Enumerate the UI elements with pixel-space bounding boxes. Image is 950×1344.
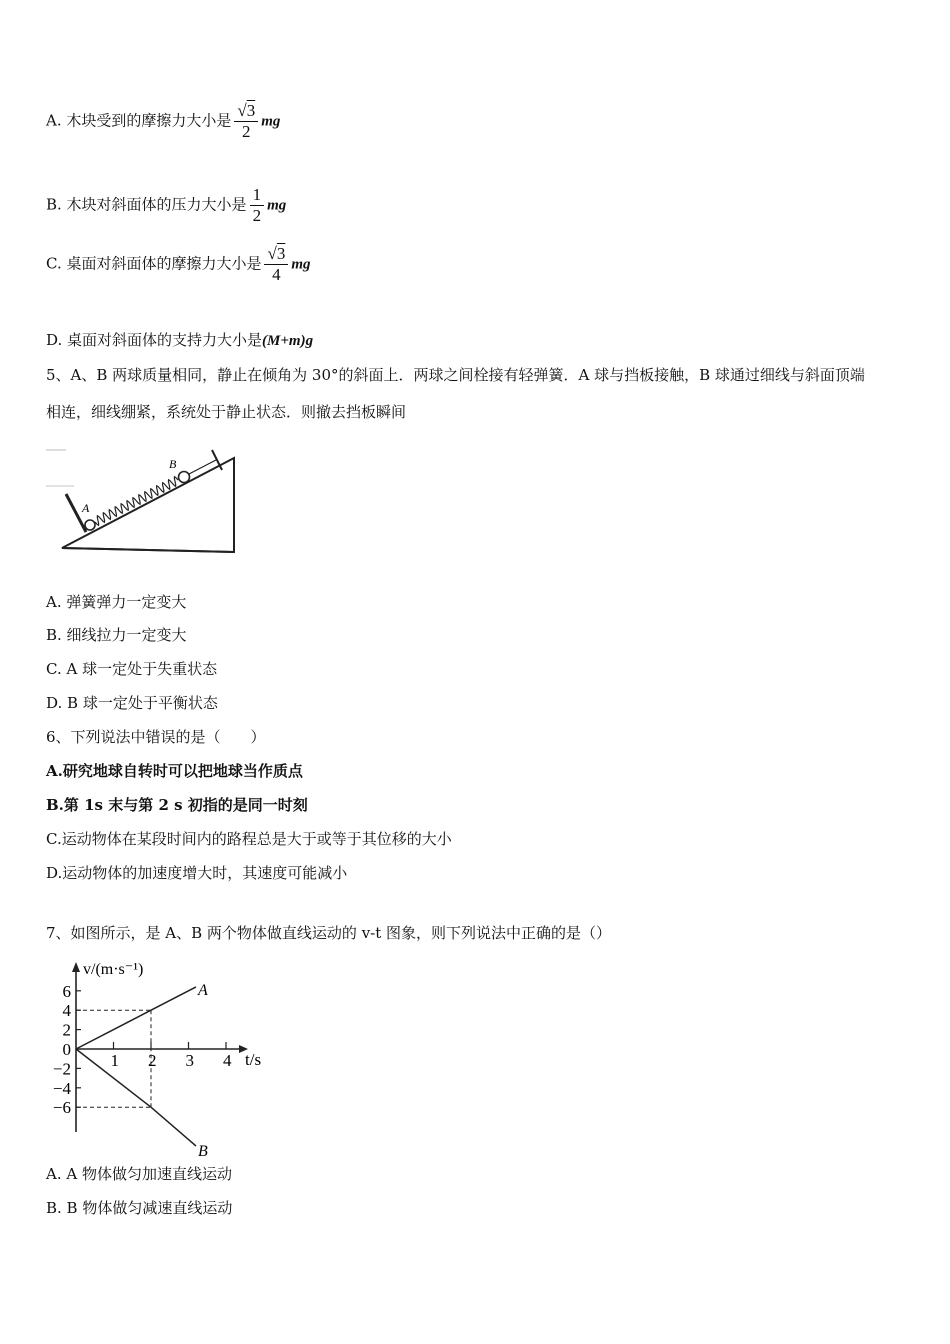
y-tick-label: −2 <box>52 1059 71 1079</box>
y-axis-label: v/(m·s⁻¹) <box>83 961 144 978</box>
series-line-b <box>76 1049 196 1146</box>
q4-option-c-unit: mg <box>291 256 311 273</box>
y-tick-label: 2 <box>62 1020 71 1040</box>
q6-option-d: D.运动物体的加速度增大时，其速度可能减小 <box>46 864 348 882</box>
y-tick-label: 0 <box>62 1040 71 1059</box>
x-tick-label: 1 <box>110 1051 119 1070</box>
q4-option-b <box>46 185 286 226</box>
fraction: $\frac{1}{2}$ <box>250 185 265 226</box>
ball-b <box>179 472 190 483</box>
label-a: A <box>82 501 90 515</box>
q5-option-d: D. B 球一定处于平衡状态 <box>46 694 218 712</box>
q6-option-c: C.运动物体在某段时间内的路程总是大于或等于其位移的大小 <box>46 830 452 848</box>
series-label-a: A <box>198 981 208 999</box>
y-tick-label: 6 <box>62 981 71 1001</box>
fraction: $\frac{√3}{4}$ <box>264 244 288 285</box>
series-label-b: B <box>198 1143 208 1160</box>
x-tick-label: 2 <box>148 1051 157 1070</box>
q5-option-c: C. A 球一定处于失重状态 <box>46 660 218 678</box>
q7-option-a: A. A 物体做匀加速直线运动 <box>46 1165 232 1183</box>
ball-a <box>85 520 95 530</box>
spring <box>95 477 178 526</box>
y-tick-label: −6 <box>52 1098 71 1118</box>
q4-option-b-unit: mg <box>267 197 287 214</box>
wedge-base <box>62 548 234 552</box>
series-line-a <box>76 987 196 1049</box>
string <box>189 460 216 474</box>
q6-stem: 6、下列说法中错误的是（ ） <box>46 728 266 746</box>
q4-option-a <box>46 101 280 142</box>
fraction: $\frac{√3}{2}$ <box>234 101 258 142</box>
y-tick-label: −4 <box>52 1078 71 1098</box>
q4-option-a-unit: mg <box>261 113 281 130</box>
q7-option-b: B. B 物体做匀减速直线运动 <box>46 1199 233 1217</box>
vt-chart <box>40 954 280 1160</box>
label-b: B <box>169 457 177 471</box>
q5-option-b: B. 细线拉力一定变大 <box>46 626 187 644</box>
q4-option-c <box>46 244 311 285</box>
q4-option-d <box>46 329 313 350</box>
q4-option-c-text: C. 桌面对斜面体的摩擦力大小是 <box>46 254 262 273</box>
q5-stem-line1: 5、A、B 两球质量相同，静止在倾角为 30°的斜面上．两球之间栓接有轻弹簧．A 球与挡板接触，B 球通过细线与斜面顶端 <box>46 366 865 384</box>
q6-option-b: B.第 1s 末与第 2 s 初指的是同一时刻 <box>46 796 308 814</box>
q4-option-d-text: D. 桌面对斜面体的支持力大小是 <box>46 331 263 349</box>
x-tick-label: 3 <box>185 1051 194 1070</box>
q4-option-a-text: A. 木块受到的摩擦力大小是 <box>46 111 232 130</box>
y-tick-label: 4 <box>62 1001 71 1021</box>
q5-option-a: A. 弹簧弹力一定变大 <box>46 593 187 611</box>
q4-option-b-text: B. 木块对斜面体的压力大小是 <box>46 195 247 214</box>
q4-option-d-expr: (M+m)g <box>262 333 314 349</box>
q5-stem-line2: 相连，细线绷紧，系统处于静止状态．则撤去挡板瞬间 <box>46 403 407 421</box>
incline-spring-figure <box>44 440 244 560</box>
x-tick-label: 4 <box>223 1051 232 1070</box>
y-axis-arrow <box>72 962 80 972</box>
q7-stem: 7、如图所示，是 A、B 两个物体做直线运动的 v-t 图象，则下列说法中正确的是（） <box>46 924 612 942</box>
x-axis-label: t/s <box>245 1050 262 1069</box>
q6-option-a: A.研究地球自转时可以把地球当作质点 <box>46 762 303 780</box>
